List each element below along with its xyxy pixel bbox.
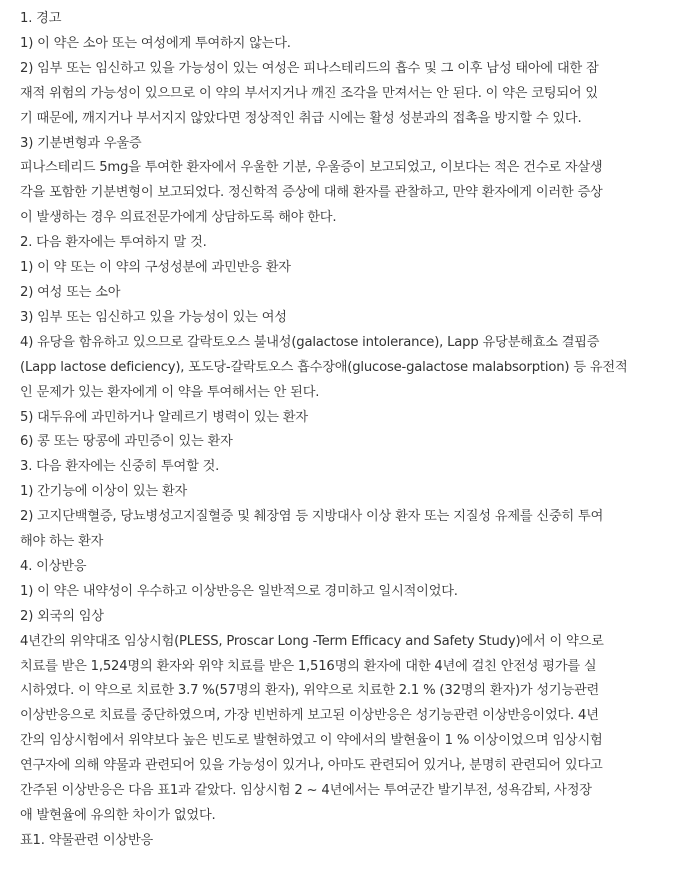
text-line: 3. 다음 환자에는 신중히 투여할 것. [20,459,220,475]
text-line: 3) 임부 또는 임신하고 있을 가능성이 있는 여성 [20,309,287,325]
text-line: 이 발생하는 경우 의료전문가에게 상담하도록 해야 한다. [20,210,337,226]
text-line: 6) 콩 또는 땅콩에 과민증이 있는 환자 [20,434,233,450]
text-line: 각을 포함한 기분변형이 보고되었다. 정신학적 증상에 대해 환자를 관찰하고, 만약 환자에게 이러한 증상 [20,185,603,201]
text-line: 4) 유당을 함유하고 있으므로 갈락토오스 불내성(galactose intolerance), Lapp 유당분해효소 결핍증 [20,334,600,350]
text-line: 피나스테리드 5mg을 투여한 환자에서 우울한 기분, 우울증이 보고되었고, 이보다는 적은 건수로 자살생 [20,160,603,176]
text-line: 시하였다. 이 약으로 치료한 3.7 %(57명의 환자), 위약으로 치료한 2.1 % (32명의 환자)가 성기능관련 [20,683,600,699]
text-line: 2. 다음 환자에는 투여하지 말 것. [20,235,207,251]
text-line: 이상반응으로 치료를 중단하였으며, 가장 빈번하게 보고된 이상반응은 성기능관련 이상반응이었다. 4년 [20,708,599,724]
text-line: 1) 이 약은 내약성이 우수하고 이상반응은 일반적으로 경미하고 일시적이었다. [20,583,458,599]
text-line: 2) 임부 또는 임신하고 있을 가능성이 있는 여성은 피나스테리드의 흡수 및 그 이후 남성 태아에 대한 잠 [20,60,599,76]
text-line: 4년간의 위약대조 임상시험(PLESS, Proscar Long -Term Efficacy and Safety Study)에서 이 약으로 [20,633,604,649]
text-line: 해야 하는 환자 [20,534,104,550]
text-line: 2) 여성 또는 소아 [20,284,121,300]
text-line: 4. 이상반응 [20,558,87,574]
text-line: 5) 대두유에 과민하거나 알레르기 병력이 있는 환자 [20,409,308,425]
text-line: 2) 고지단백혈증, 당뇨병성고지질혈증 및 췌장염 등 지방대사 이상 환자 또는 지질성 유제를 신중히 투여 [20,509,604,525]
text-line: 간주된 이상반응은 다음 표1과 같았다. 임상시험 2 ~ 4년에서는 투여군간 발기부전, 성욕감퇴, 사정장 [20,783,592,799]
text-line: 연구자에 의해 약물과 관련되어 있을 가능성이 있거나, 아마도 관련되어 있거나, 분명히 관련되어 있다고 [20,758,603,774]
text-line: 2) 외국의 임상 [20,608,104,624]
text-line: 표1. 약물관련 이상반응 [20,832,154,848]
text-line: 간의 임상시험에서 위약보다 높은 빈도로 발현하였고 이 약에서의 발현율이 1 % 이상이었으며 임상시험 [20,733,603,749]
text-line: 1) 간기능에 이상이 있는 환자 [20,484,188,500]
text-line: 치료를 받은 1,524명의 환자와 위약 치료를 받은 1,516명의 환자에 대한 4년에 걸친 안전성 평가를 실 [20,658,597,674]
text-line: 인 문제가 있는 환자에게 이 약을 투여해서는 안 된다. [20,384,320,400]
text-line: 1) 이 약은 소아 또는 여성에게 투여하지 않는다. [20,35,291,51]
text-line: 1. 경고 [20,11,62,26]
text-line: 재적 위험의 가능성이 있으므로 이 약의 부서지거나 깨진 조각을 만져서는 안 된다. 이 약은 코팅되어 있 [20,85,598,101]
text-line: 3) 기분변형과 우울증 [20,135,142,151]
text-line: 1) 이 약 또는 이 약의 구성성분에 과민반응 환자 [20,260,291,276]
text-line: 기 때문에, 깨지거나 부서지지 않았다면 정상적인 취급 시에는 활성 성분과의 접촉을 방지할 수 있다. [20,110,582,126]
text-line: 애 발현율에 유의한 차이가 없었다. [20,808,216,823]
text-line: (Lapp lactose deficiency), 포도당-갈락토오스 흡수장애(glucose-galactose malabsorption) 등 유전적 [20,359,628,375]
